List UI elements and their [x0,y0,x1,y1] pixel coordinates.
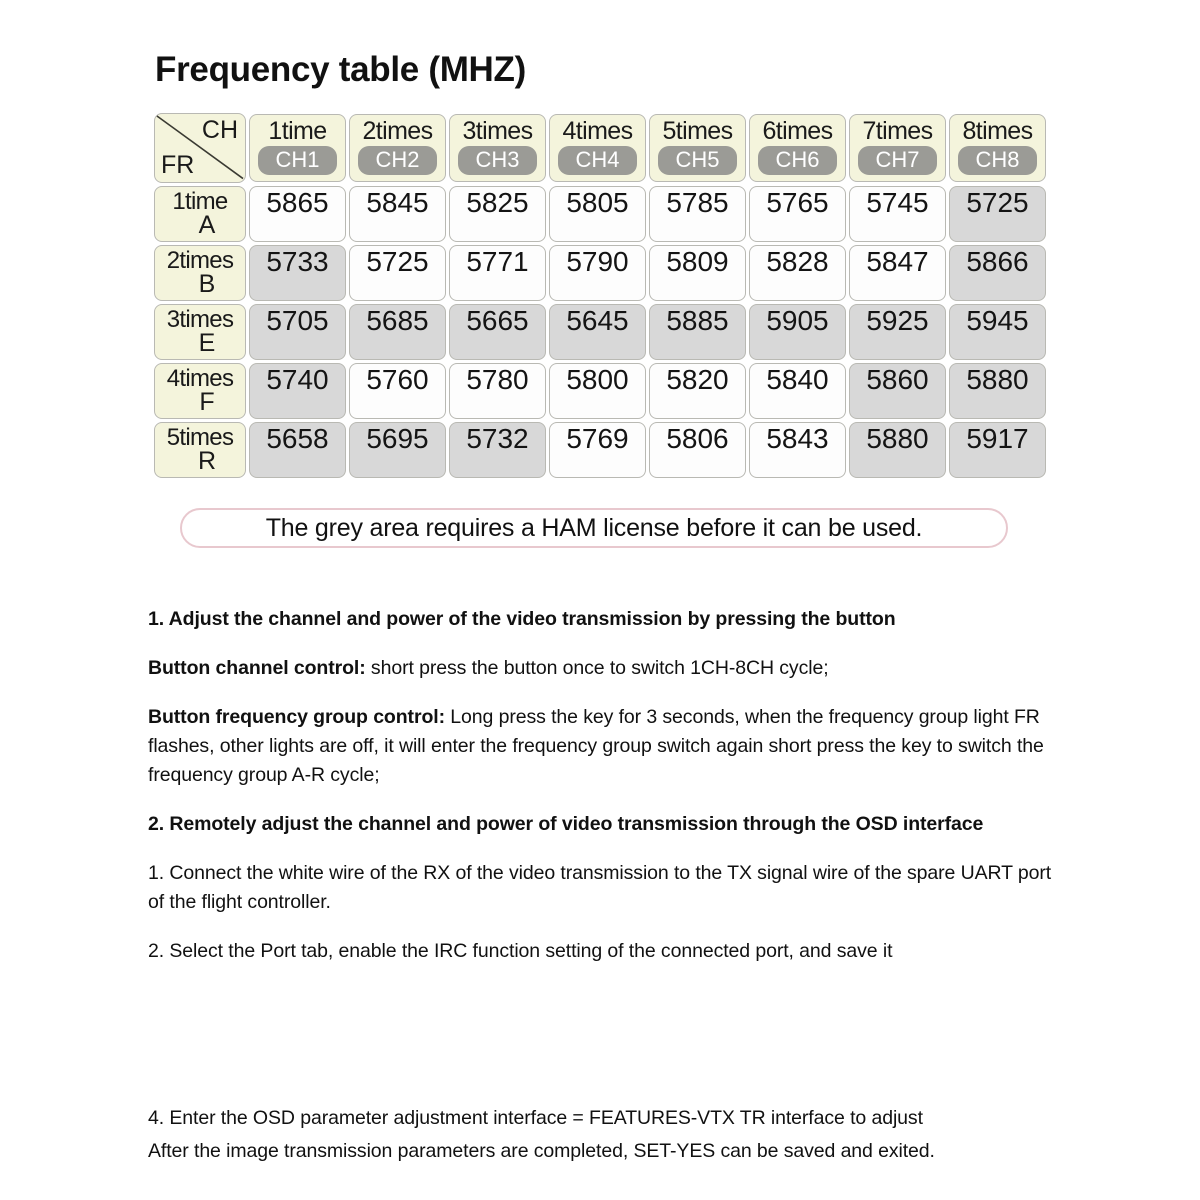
data-cell [249,186,346,242]
frequency-value: 5760 [349,363,446,419]
data-cell [349,304,446,360]
data-cell [249,245,346,301]
row-label [154,186,246,242]
frequency-value: 5765 [749,186,846,242]
header-times-label: 7times [862,117,933,145]
data-cell [849,245,946,301]
data-cell [849,304,946,360]
data-cell [449,304,546,360]
data-cell [549,363,646,419]
header-cell [649,114,746,182]
channel-badge: CH6 [758,146,836,175]
data-cell [849,422,946,478]
header-col-2 [349,113,446,183]
frequency-value: 5845 [349,186,446,242]
data-cell [849,186,946,242]
row-times-label: 1time [172,188,228,215]
data-cell [649,245,746,301]
data-cell [749,363,846,419]
data-cell [749,245,846,301]
row-letter-label: B [198,270,216,298]
header-times-label: 4times [562,117,633,145]
data-cell [249,363,346,419]
channel-badge: CH3 [458,146,536,175]
data-cell [649,363,746,419]
row-times-label: 5times [166,424,234,451]
table-body [154,186,1046,478]
button-frequency-group-label: Button frequency group control: [148,706,445,728]
header-times-label: 8times [962,117,1033,145]
row-label [154,245,246,301]
data-cell [549,304,646,360]
row-label-cell [154,304,246,360]
frequency-value: 5732 [449,422,546,478]
row-letter-label: R [197,447,217,475]
data-cell [349,186,446,242]
header-cell [749,114,846,182]
data-cell [249,304,346,360]
data-cell [949,363,1046,419]
frequency-value: 5745 [849,186,946,242]
header-times-label: 3times [462,117,533,145]
row-label-cell [154,363,246,419]
frequency-value: 5725 [349,245,446,301]
data-cell [949,304,1046,360]
button-channel-control-paragraph [148,654,1068,683]
row-times-label: 2times [166,247,234,274]
row-label-cell [154,422,246,478]
frequency-value: 5945 [949,304,1046,360]
frequency-value: 5880 [849,422,946,478]
button-frequency-group-text: Long press the key for 3 seconds, when the frequency group light FR flashes, other lights are off, it will enter the frequency group switch again short press the key to switch the frequency group A-R cycle; [148,706,1044,786]
data-cell [649,304,746,360]
frequency-value: 5880 [949,363,1046,419]
table-row [154,245,1046,301]
header-col-6 [749,113,846,183]
osd-step-2: 2. Select the Port tab, enable the IRC function setting of the connected port, and save it [148,940,893,962]
data-cell [549,186,646,242]
table-header [154,113,1046,183]
data-cell [249,422,346,478]
row-label-cell [154,245,246,301]
header-col-5 [649,113,746,183]
corner-cell [154,113,246,183]
corner-cell-inner [154,113,246,183]
layout-spacer [148,986,1068,1104]
frequency-value: 5885 [649,304,746,360]
data-cell [449,245,546,301]
table-row [154,422,1046,478]
frequency-value: 5733 [249,245,346,301]
header-col-8 [949,113,1046,183]
corner-fr-label: FR [161,151,195,179]
frequency-value: 5806 [649,422,746,478]
header-times-label: 5times [662,117,733,145]
data-cell [349,363,446,419]
data-cell [749,304,846,360]
page-title: Frequency table (MHZ) [155,50,526,89]
frequency-table [151,110,1049,481]
header-col-7 [849,113,946,183]
frequency-value: 5866 [949,245,1046,301]
header-times-label: 2times [362,117,433,145]
frequency-value: 5865 [249,186,346,242]
row-label [154,422,246,478]
button-channel-control-label: Button channel control: [148,657,366,679]
data-cell [349,422,446,478]
frequency-value: 5843 [749,422,846,478]
frequency-value: 5785 [649,186,746,242]
data-cell [949,422,1046,478]
frequency-value: 5820 [649,363,746,419]
frequency-value: 5925 [849,304,946,360]
table-row [154,186,1046,242]
row-letter-label: E [198,329,216,357]
frequency-value: 5905 [749,304,846,360]
channel-badge: CH2 [358,146,436,175]
frequency-value: 5828 [749,245,846,301]
row-label [154,363,246,419]
data-cell [449,186,546,242]
button-frequency-group-paragraph [148,703,1068,790]
data-cell [949,186,1046,242]
header-cell [349,114,446,182]
header-times-label: 6times [762,117,833,145]
data-cell [449,363,546,419]
data-cell [449,422,546,478]
channel-badge: CH8 [958,146,1036,175]
data-cell [949,245,1046,301]
button-channel-control-text: short press the button once to switch 1CH-8CH cycle; [365,657,829,679]
data-cell [749,186,846,242]
frequency-value: 5800 [549,363,646,419]
data-cell [649,186,746,242]
header-cell [949,114,1046,182]
section-2-heading: 2. Remotely adjust the channel and power of video transmission through the OSD interface [148,813,984,835]
frequency-value: 5665 [449,304,546,360]
frequency-value: 5705 [249,304,346,360]
osd-step-4-line-1: 4. Enter the OSD parameter adjustment interface = FEATURES-VTX TR interface to adjust [148,1107,923,1129]
row-label-cell [154,186,246,242]
data-cell [549,422,646,478]
data-cell [349,245,446,301]
header-cell [549,114,646,182]
row-letter-label: A [198,211,216,239]
osd-step-4-line-2: After the image transmission parameters are completed, SET-YES can be saved and exited. [148,1140,935,1162]
frequency-value: 5917 [949,422,1046,478]
data-cell [749,422,846,478]
ham-license-note: The grey area requires a HAM license before it can be used. [180,508,1008,548]
data-cell [849,363,946,419]
header-col-3 [449,113,546,183]
data-cell [549,245,646,301]
header-times-label: 1time [268,117,327,145]
frequency-value: 5685 [349,304,446,360]
row-label [154,304,246,360]
frequency-value: 5769 [549,422,646,478]
row-times-label: 3times [166,306,234,333]
header-cell [449,114,546,182]
frequency-value: 5780 [449,363,546,419]
frequency-value: 5695 [349,422,446,478]
row-letter-label: F [199,388,215,416]
table-row [154,363,1046,419]
frequency-value: 5658 [249,422,346,478]
channel-badge: CH4 [558,146,636,175]
frequency-value: 5805 [549,186,646,242]
frequency-value: 5860 [849,363,946,419]
instructions-block [148,605,1068,1186]
frequency-value: 5825 [449,186,546,242]
frequency-value: 5847 [849,245,946,301]
channel-badge: CH1 [258,146,336,175]
channel-badge: CH5 [658,146,736,175]
header-col-4 [549,113,646,183]
header-row [154,113,1046,183]
row-times-label: 4times [166,365,234,392]
frequency-value: 5740 [249,363,346,419]
header-col-1 [249,113,346,183]
section-1-heading: 1. Adjust the channel and power of the video transmission by pressing the button [148,608,896,630]
table-row [154,304,1046,360]
header-cell [249,114,346,182]
corner-ch-label: CH [201,116,238,144]
frequency-value: 5840 [749,363,846,419]
data-cell [649,422,746,478]
frequency-value: 5645 [549,304,646,360]
frequency-value: 5725 [949,186,1046,242]
header-cell [849,114,946,182]
frequency-value: 5809 [649,245,746,301]
frequency-value: 5771 [449,245,546,301]
frequency-value: 5790 [549,245,646,301]
channel-badge: CH7 [858,146,936,175]
osd-step-1: 1. Connect the white wire of the RX of the video transmission to the TX signal wire of the spare UART port of the flight controller. [148,862,1052,913]
